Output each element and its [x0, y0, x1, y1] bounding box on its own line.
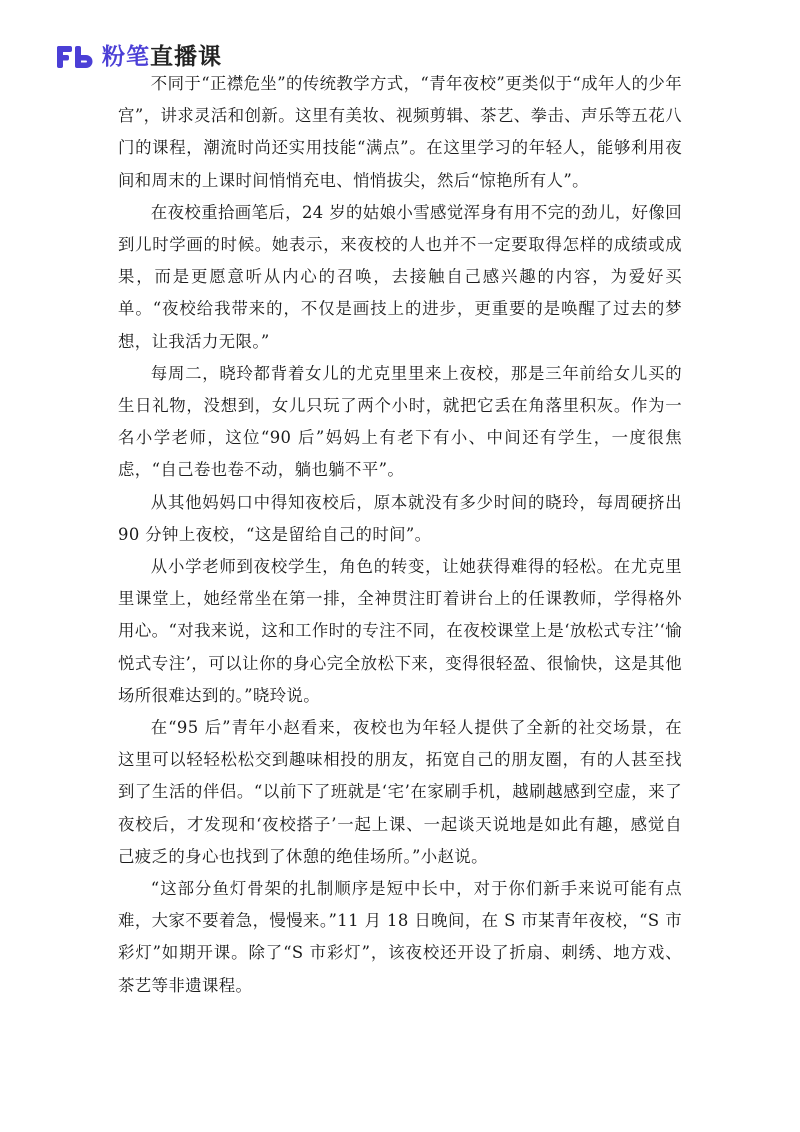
paragraph: 在“95 后”青年小赵看来，夜校也为年轻人提供了全新的社交场景，在这里可以轻轻松松交到趣味相投的朋友，拓宽自己的朋友圈，有的人甚至找到了生活的伴侣。“以前下了班就是‘宅’在家刷手机，越刷越感到空虚，来了夜校后，才发现和‘夜校搭子’一起上课、一起谈天说地是如此有趣，感觉自己疲乏的身心也找到了休憩的绝佳场所。”小赵说。 — [118, 718, 682, 866]
paragraph: “这部分鱼灯骨架的扎制顺序是短中长中，对于你们新手来说可能有点难，大家不要着急，慢慢来。”11 月 18 日晚间，在 S 市某青年夜校，“S 市彩灯”如期开课。除了“S 市彩灯”，该夜校还开设了折扇、刺绣、地方戏、茶艺等非遗课程。 — [118, 879, 682, 995]
brand-name: 粉笔 — [102, 43, 150, 70]
product-name: 直播课 — [150, 43, 222, 70]
brand-wordmark — [102, 43, 222, 70]
fenbi-logo-icon — [56, 44, 96, 70]
paragraph: 从其他妈妈口中得知夜校后，原本就没有多少时间的晓玲，每周硬挤出 90 分钟上夜校，“这是留给自己的时间”。 — [118, 492, 682, 544]
paragraph: 在夜校重拾画笔后，24 岁的姑娘小雪感觉浑身有用不完的劲儿，好像回到儿时学画的时候。她表示，来夜校的人也并不一定要取得怎样的成绩或成果，而是更愿意听从内心的召唤，去接触自己感兴趣的内容，为爱好买单。“夜校给我带来的，不仅是画技上的进步，更重要的是唤醒了过去的梦想，让我活力无限。” — [118, 202, 682, 351]
paragraph: 从小学老师到夜校学生，角色的转变，让她获得难得的轻松。在尤克里里课堂上，她经常坐在第一排，全神贯注盯着讲台上的任课教师，学得格外用心。“对我来说，这和工作时的专注不同，在夜校课堂上是‘放松式专注’‘愉悦式专注’，可以让你的身心完全放松下来，变得很轻盈、很愉快，这是其他场所很难达到的。”晓玲说。 — [118, 557, 682, 705]
paragraph: 不同于“正襟危坐”的传统教学方式，“青年夜校”更类似于“成年人的少年宫”，讲求灵活和创新。这里有美妆、视频剪辑、茶艺、拳击、声乐等五花八门的课程，潮流时尚还实用技能“满点”。在这里学习的年轻人，能够利用夜间和周末的上课时间悄悄充电、悄悄拔尖，然后“惊艳所有人”。 — [118, 74, 682, 190]
paragraph: 每周二，晓玲都背着女儿的尤克里里来上夜校，那是三年前给女儿买的生日礼物，没想到，女儿只玩了两个小时，就把它丢在角落里积灰。作为一名小学老师，这位“90 后”妈妈上有老下有小、中间还有学生，一度很焦虑，“自己卷也卷不动，躺也躺不平”。 — [118, 363, 682, 480]
article-body — [118, 68, 682, 1002]
